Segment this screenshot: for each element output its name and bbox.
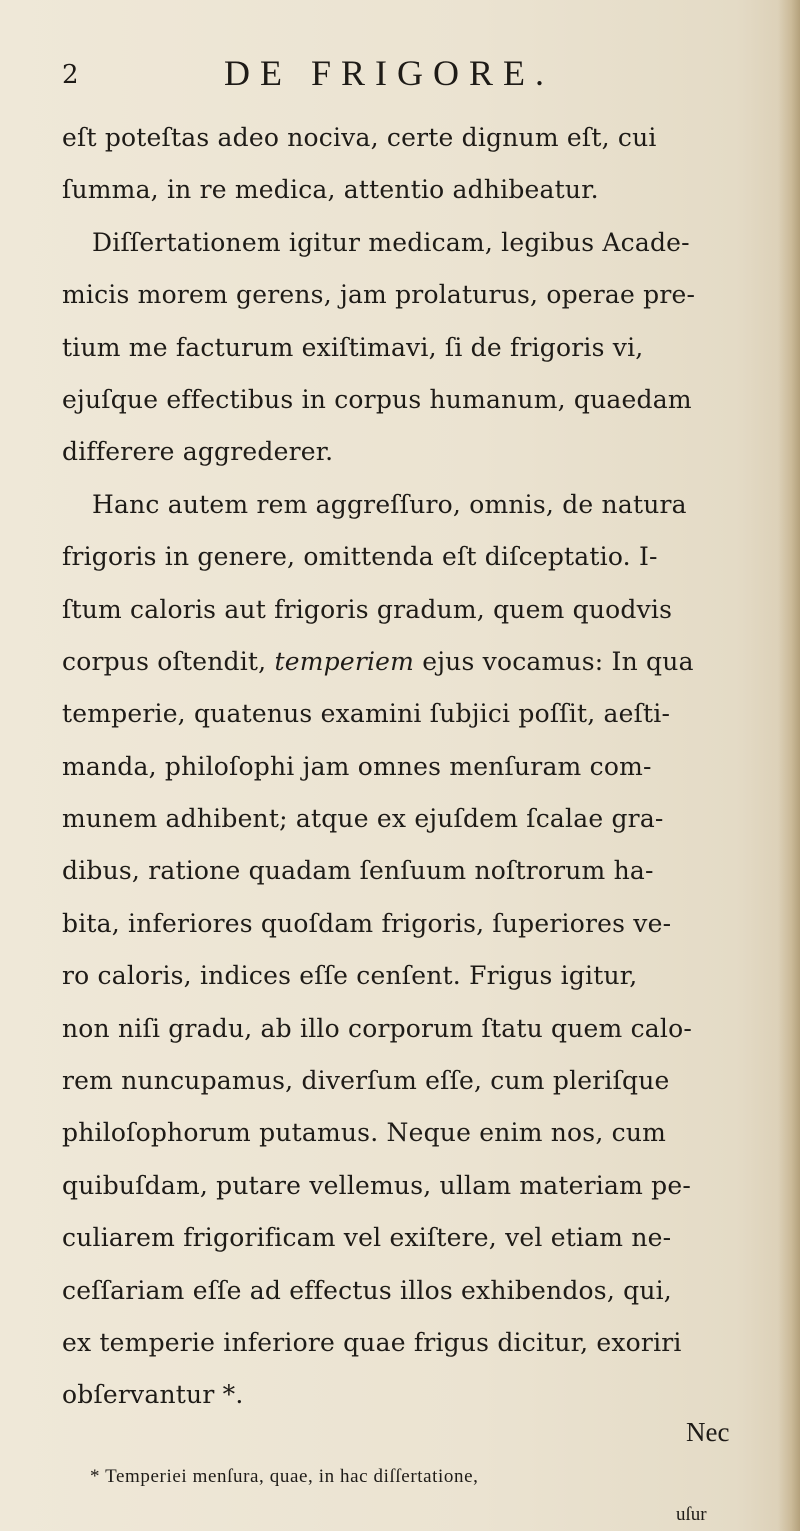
text-line: dibus, ratione quadam ſenſuum noſtrorum ha- (62, 856, 654, 886)
text-line: ex temperie inferiore quae frigus dicitur, exoriri (62, 1327, 682, 1357)
main-text (62, 112, 770, 1422)
text-line: culiarem frigorificam vel exiſtere, vel etiam ne- (62, 1223, 672, 1253)
footnote: * Temperiei menſura, quae, in hac diſſertatione, (90, 1466, 479, 1487)
text-line: bita, inferiores quoſdam frigoris, ſuperiores ve- (62, 908, 672, 938)
text-line: corpus oſtendit, temperiem ejus vocamus: In qua (62, 646, 694, 676)
text-line: micis morem gerens, jam prolaturus, operae pre- (62, 280, 696, 310)
text-line: ro caloris, indices eſſe cenſent. Frigus igitur, (62, 961, 638, 991)
text-line: differere aggrederer. (62, 437, 334, 467)
text-line: frigoris in genere, omittenda eſt diſceptatio. I- (62, 542, 658, 572)
text-line: obſervantur *. (62, 1380, 244, 1410)
text-line: rem nuncupamus, diverſum eſſe, cum pleriſque (62, 1066, 670, 1096)
text-line: manda, philoſophi jam omnes menſuram com- (62, 751, 652, 781)
catchword: Nec (686, 1417, 730, 1447)
text-line: munem adhibent; atque ex ejuſdem ſcalae gra- (62, 804, 664, 834)
text-line: Hanc autem rem aggreſſuro, omnis, de natura (92, 489, 687, 519)
text-line: eſt poteſtas adeo nociva, certe dignum eſt, cui (62, 123, 657, 152)
text-line: temperie, quatenus examini ſubjici poſſit, aeſti- (62, 699, 671, 729)
text-line: Diſſertationem igitur medicam, legibus Acade- (92, 227, 690, 257)
page-header (62, 52, 722, 102)
footnote-catchword: uſur (676, 1504, 707, 1525)
text-line: ejuſque effectibus in corpus humanum, quaedam (62, 384, 692, 414)
text-line: non niſi gradu, ab illo corporum ſtatu quem calo- (62, 1013, 693, 1043)
text-line: ſumma, in re medica, attentio adhibeatur. (62, 175, 599, 205)
text-line: quibuſdam, putare vellemus, ullam materiam pe- (62, 1170, 691, 1200)
page-number: 2 (62, 60, 79, 90)
text-line: tium me facturum exiſtimavi, ſi de frigoris vi, (62, 332, 644, 362)
emphasized-term: temperiem (274, 646, 415, 676)
text-line: ſtum caloris aut frigoris gradum, quem quodvis (62, 594, 673, 624)
text-line: ceſſariam eſſe ad effectus illos exhibendos, qui, (62, 1275, 672, 1305)
text-line: philoſophorum putamus. Neque enim nos, cum (62, 1118, 667, 1148)
running-title: DE FRIGORE. (224, 53, 555, 93)
page-edge-shadow (778, 0, 800, 1531)
